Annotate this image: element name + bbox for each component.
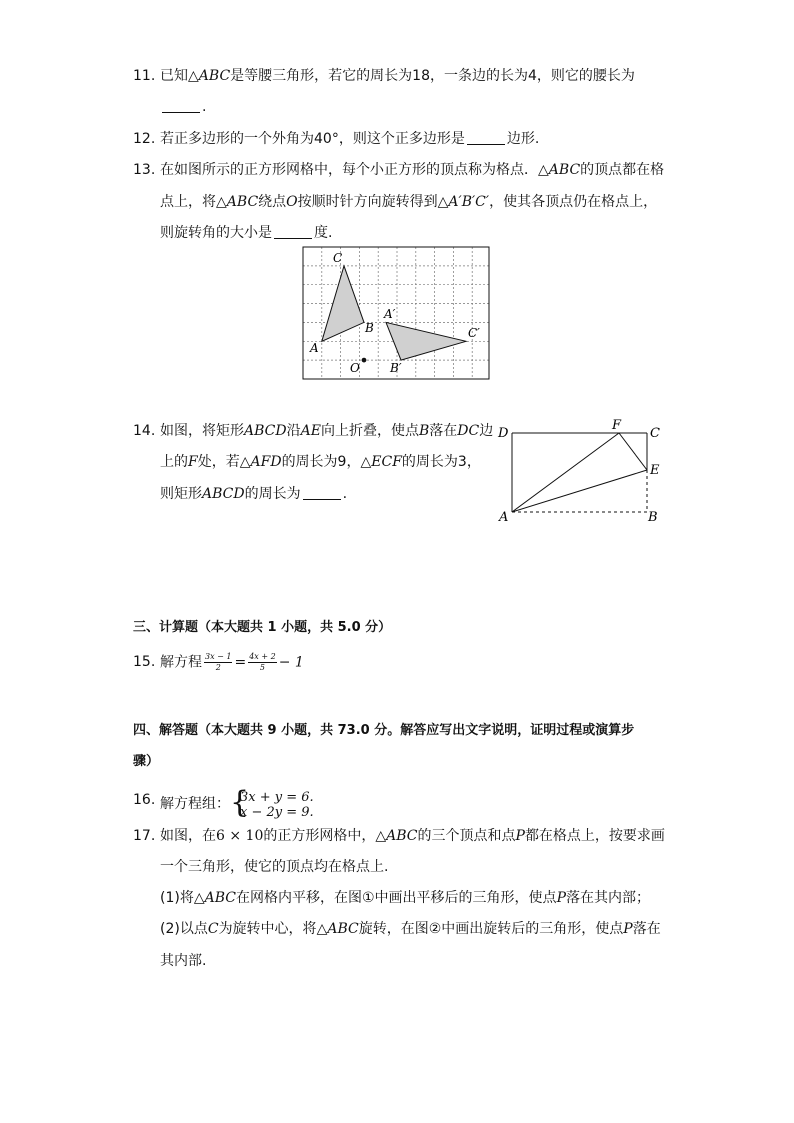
q14-line3: 则矩形ABCD的周长为 . [160, 486, 348, 502]
label-e: E [650, 463, 660, 478]
q12-line: 若正多边形的一个外角为40°，则这个正多边形是 边形. [160, 131, 540, 147]
q17-number: 17. [133, 828, 156, 844]
label-b: B [365, 321, 374, 335]
q11-line2: . [160, 97, 206, 117]
label-c: C [333, 251, 343, 265]
label-a: A [499, 510, 509, 525]
q13-line1: 在如图所示的正方形网格中，每个小正方形的顶点称为格点．△ABC的顶点都在格 [160, 162, 665, 178]
section-3-heading: 三、计算题（本大题共 1 小题，共 5.0 分） [133, 620, 392, 635]
q16-number: 16. [133, 792, 156, 808]
fold-line-ae [512, 470, 647, 512]
q11-answer-blank [162, 98, 200, 113]
label-a: A [310, 341, 319, 355]
label-b-prime: B′ [390, 361, 402, 375]
q17-part1: (1)将△ABC在网格内平移，在图①中画出平移后的三角形，使点P落在其内部； [160, 890, 650, 906]
q13-answer-blank [274, 224, 312, 239]
segment-af [512, 433, 619, 512]
q12-answer-blank [467, 130, 505, 145]
triangle-abc-prime [386, 322, 466, 360]
q15-equation: 解方程 $\frac{3x - 1}{2}$ = $\frac{4x + 2}{5}$ − 1 [160, 652, 304, 672]
q14-answer-blank [303, 485, 341, 500]
q16-system: 解方程组： { 3x + y = 6. x − 2y = 9. [160, 785, 314, 820]
q13-line3: 则旋转角的大小是 度. [160, 225, 333, 241]
label-c: C [650, 426, 660, 441]
label-o: O [350, 361, 360, 375]
label-b: B [648, 510, 658, 525]
q17-line2: 一个三角形，使它的顶点均在格点上. [160, 859, 389, 875]
label-f: F [612, 418, 622, 433]
fraction-right: $\frac{4x + 2}{5}$ [249, 652, 276, 672]
q17-part2-line2: 其内部. [160, 953, 207, 969]
q11-number: 11. [133, 68, 156, 84]
q13-line2: 点上，将△ABC绕点O按顺时针方向旋转得到△A′B′C′，使其各顶点仍在格点上， [160, 194, 658, 210]
q14-line2: 上的F处，若△AFD的周长为9，△ECF的周长为3， [160, 454, 481, 470]
q15-number: 15. [133, 654, 156, 670]
label-a-prime: A′ [384, 307, 396, 321]
label-c-prime: C′ [468, 326, 480, 340]
section-4-heading-line1: 四、解答题（本大题共 9 小题，共 73.0 分。解答应写出文字说明，证明过程或演算步 [133, 723, 635, 738]
segment-fe [619, 433, 647, 470]
q12-number: 12. [133, 131, 156, 147]
equation-system: { 3x + y = 6. x − 2y = 9. [230, 785, 314, 820]
q17-line1: 如图，在6 × 10的正方形网格中，△ABC的三个顶点和点P都在格点上，按要求画 [160, 828, 665, 844]
label-d: D [498, 426, 509, 441]
q13-grid-figure [300, 245, 492, 381]
fraction-left: $\frac{3x - 1}{2}$ [205, 652, 232, 672]
point-o [362, 358, 367, 363]
q17-part2-line1: (2)以点C为旋转中心，将△ABC旋转，在图②中画出旋转后的三角形，使点P落在 [160, 921, 661, 937]
q14-line1: 如图，将矩形ABCD沿AE向上折叠，使点B落在DC边 [160, 423, 494, 439]
q14-number: 14. [133, 423, 156, 439]
q11-line1: 已知△ABC是等腰三角形，若它的周长为18，一条边的长为4，则它的腰长为 [160, 68, 635, 84]
section-4-heading-line2: 骤） [133, 754, 160, 769]
q13-number: 13. [133, 162, 156, 178]
q14-rectangle-figure [495, 417, 670, 527]
